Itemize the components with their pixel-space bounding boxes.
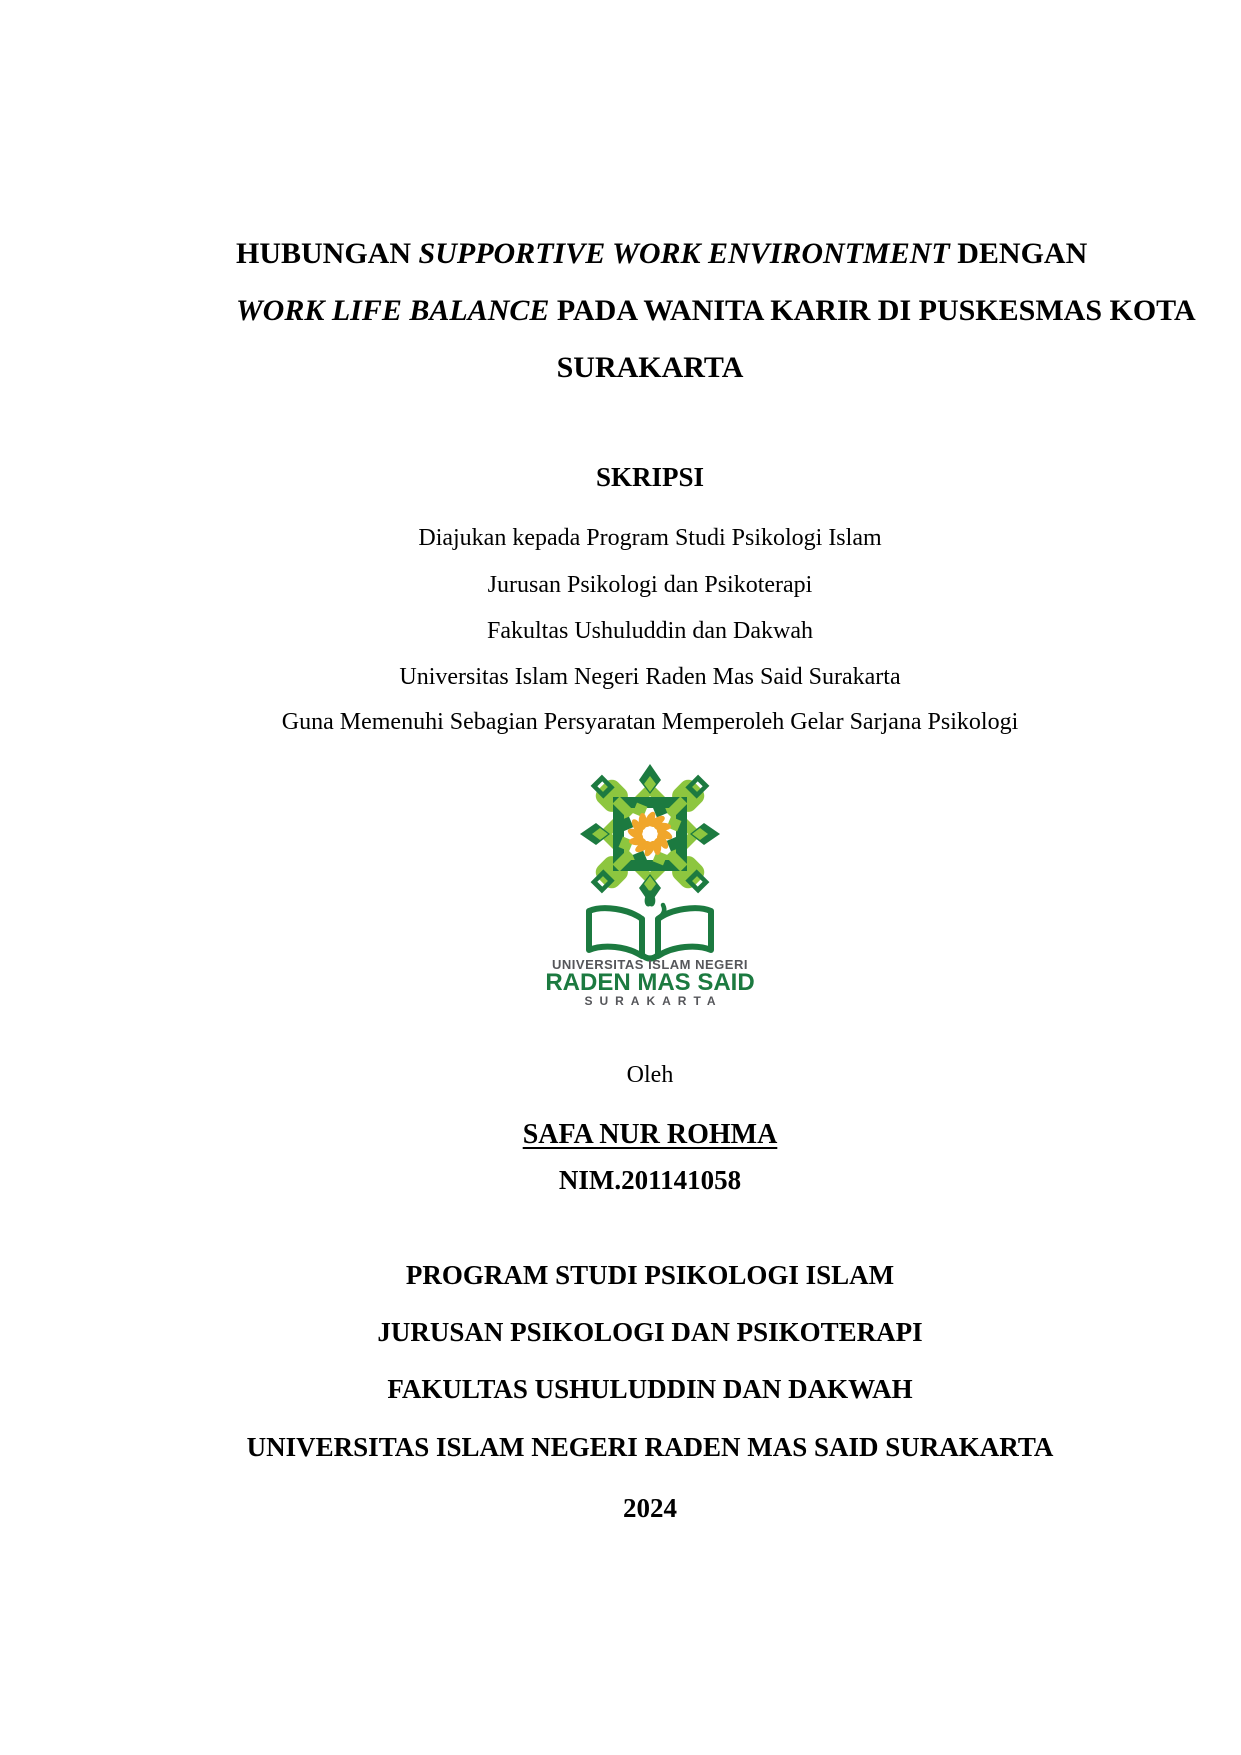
logo-institution-type: UNIVERSITAS ISLAM NEGERI bbox=[552, 957, 748, 972]
title-text-italic: SUPPORTIVE WORK ENVIRONTMENT bbox=[418, 237, 950, 270]
thesis-title-line-1 bbox=[236, 236, 1088, 272]
university-logo bbox=[560, 762, 740, 962]
footer-university: UNIVERSITAS ISLAM NEGERI RADEN MAS SAID SURAKARTA bbox=[246, 1432, 1054, 1462]
footer-program: PROGRAM STUDI PSIKOLOGI ISLAM bbox=[405, 1260, 895, 1290]
submission-line-2: Jurusan Psikologi dan Psikoterapi bbox=[487, 572, 813, 598]
title-text: DENGAN bbox=[949, 237, 1088, 270]
submission-line-4: Universitas Islam Negeri Raden Mas Said Surakarta bbox=[399, 664, 901, 690]
open-book-icon bbox=[589, 890, 711, 959]
footer-year: 2024 bbox=[623, 1493, 677, 1523]
submission-line-5: Guna Memenuhi Sebagian Persyaratan Memperoleh Gelar Sarjana Psikologi bbox=[281, 709, 1019, 735]
logo-institution-name: RADEN MAS SAID bbox=[545, 969, 755, 996]
logo-institution-city: SURAKARTA bbox=[584, 994, 723, 1008]
title-text-italic: WORK LIFE BALANCE bbox=[236, 294, 550, 327]
submission-line-1: Diajukan kepada Program Studi Psikologi Islam bbox=[418, 525, 882, 551]
footer-department: JURUSAN PSIKOLOGI DAN PSIKOTERAPI bbox=[377, 1317, 923, 1347]
thesis-title-line-2 bbox=[236, 293, 1196, 329]
oleh-label: Oleh bbox=[626, 1062, 674, 1088]
submission-line-3: Fakultas Ushuluddin dan Dakwah bbox=[487, 618, 813, 644]
title-text: PADA WANITA KARIR DI PUSKESMAS KOTA bbox=[549, 294, 1196, 327]
star-knot-icon bbox=[580, 764, 720, 904]
title-text: HUBUNGAN bbox=[236, 237, 419, 270]
skripsi-heading: SKRIPSI bbox=[595, 462, 705, 492]
footer-faculty: FAKULTAS USHULUDDIN DAN DAKWAH bbox=[387, 1374, 913, 1404]
author-nim: NIM.201141058 bbox=[558, 1165, 742, 1195]
author-name: SAFA NUR ROHMA bbox=[522, 1119, 778, 1150]
thesis-title-line-3: SURAKARTA bbox=[556, 351, 744, 384]
